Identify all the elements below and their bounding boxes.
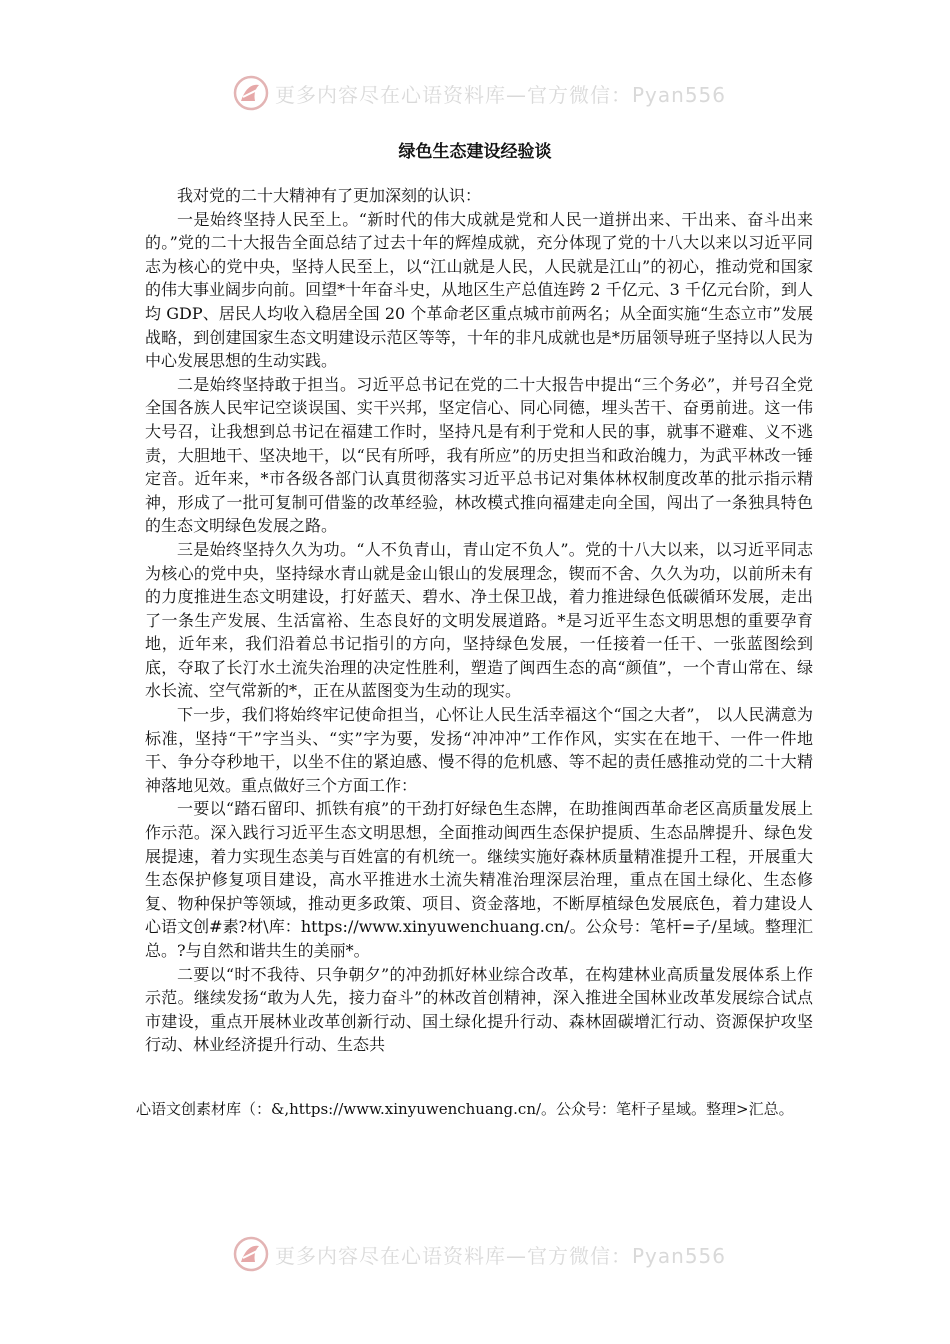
paragraph: 二要以“时不我待、只争朝夕”的冲劲抓好林业综合改革，在构建林业高质量发展体系上作示范。继续发扬“敢为人先，接力奋斗”的林改首创精神，深入推进全国林业改革发展综合试点市建设，重点开展林业改革创新行动、国土绿化提升行动、森林固碳增汇行动、资源保护攻坚行动、林业经济提升行动、生态共 bbox=[145, 964, 813, 1055]
banner-text: 更多内容尽在心语资料库—官方微信：Pyan556 bbox=[275, 82, 727, 107]
document-title: 绿色生态建设经验谈 bbox=[398, 142, 552, 162]
brand-logo-icon bbox=[233, 75, 269, 111]
banner-text: 更多内容尽在心语资料库—官方微信：Pyan556 bbox=[275, 1243, 727, 1268]
paragraph: 下一步，我们将始终牢记使命担当，心怀让人民生活幸福这个“国之大者”， 以人民满意为标准，坚持“干”字当头、“实”字为要，发扬“冲冲冲”工作作风，实实在在地干、一件一件地干、争分夺秒地干，以坐不住的紧迫感、慢不得的危机感、等不起的责任感推动党的二十大精神落地见效。重点做好三个方面工作： bbox=[145, 705, 813, 795]
paragraph: 一要以“踏石留印、抓铁有痕”的干劲打好绿色生态牌，在助推闽西革命老区高质量发展上作示范。深入践行习近平生态文明思想，全面推动闽西生态保护提质、生态品牌提升、绿色发展提速，着力实现生态美与百姓富的有机统一。继续实施好森林质量精准提升工程，开展重大生态保护修复项目建设，高水平推进水土流失精准治理深层治理，重点在国土绿化、生态修复、物种保护等领域，推动更多政策、项目、资金落地，不断厚植绿色发展底色，着力建设人心语文创#素?材\库：https://www.xinyuwenchuang.cn/。公众号：笔杆=子/星域。整理汇总。?与自然和谐共生的美丽*。 bbox=[145, 799, 813, 960]
paragraph: 我对党的二十大精神有了更加深刻的认识： bbox=[177, 186, 482, 205]
document-body bbox=[145, 184, 813, 1057]
paragraph: 一是始终坚持人民至上。“新时代的伟大成就是党和人民一道拼出来、干出来、奋斗出来的。”党的二十大报告全面总结了过去十年的辉煌成就，充分体现了党的十八大以来以习近平同志为核心的党中央，坚持人民至上，以“江山就是人民，人民就是江山”的初心，推动党和国家的伟大事业阔步向前。回望*十年奋斗史，从地区生产总值连跨 2 千亿元、3 千亿元台阶，到人均 GDP、居民人均收入稳居全国 20 个革命老区重点城市前两名；从全面实施“生态立市”发展战略，到创建国家生态文明建设示范区等等，十年的非凡成就也是*历届领导班子坚持以人民为中心发展思想的生动实践。 bbox=[145, 209, 813, 371]
header-watermark bbox=[233, 73, 726, 113]
paragraph: 二是始终坚持敢于担当。习近平总书记在党的二十大报告中提出“三个务必”，并号召全党全国各族人民牢记空谈误国、实干兴邦，坚定信心、同心同德，埋头苦干、奋勇前进。这一伟大号召，让我想到总书记在福建工作时，坚持凡是有利于党和人民的事，就事不避难、义不逃责，大胆地干、坚决地干，以“民有所呼，我有所应”的历史担当和政治魄力，为武平林改一锤定音。近年来，*市各级各部门认真贯彻落实习近平总书记对集体林权制度改革的批示指示精神，形成了一批可复制可借鉴的改革经验，林改模式推向福建走向全国，闯出了一条独具特色的生态文明绿色发展之路。 bbox=[145, 374, 813, 536]
footer-watermark bbox=[233, 1234, 726, 1274]
brand-logo-icon bbox=[233, 1236, 269, 1272]
source-note: 心语文创素材库（：&,https://www.xinyuwenchuang.cn/。公众号：笔杆子星域。整理>汇总。 bbox=[136, 1100, 794, 1118]
paragraph: 三是始终坚持久久为功。“人不负青山，青山定不负人”。党的十八大以来，以习近平同志为核心的党中央，坚持绿水青山就是金山银山的发展理念，锲而不舍、久久为功，以前所未有的力度推进生态文明建设，打好蓝天、碧水、净土保卫战，着力推进绿色低碳循环发展，走出了一条生产发展、生活富裕、生态良好的文明发展道路。*是习近平生态文明思想的重要孕育地，近年来，我们沿着总书记指引的方向，坚持绿色发展，一任接着一任干、一张蓝图绘到底，夺取了长汀水土流失治理的决定性胜利，塑造了闽西生态的高“颜值”，一个青山常在、绿水长流、空气常新的*，正在从蓝图变为生动的现实。 bbox=[145, 539, 813, 701]
